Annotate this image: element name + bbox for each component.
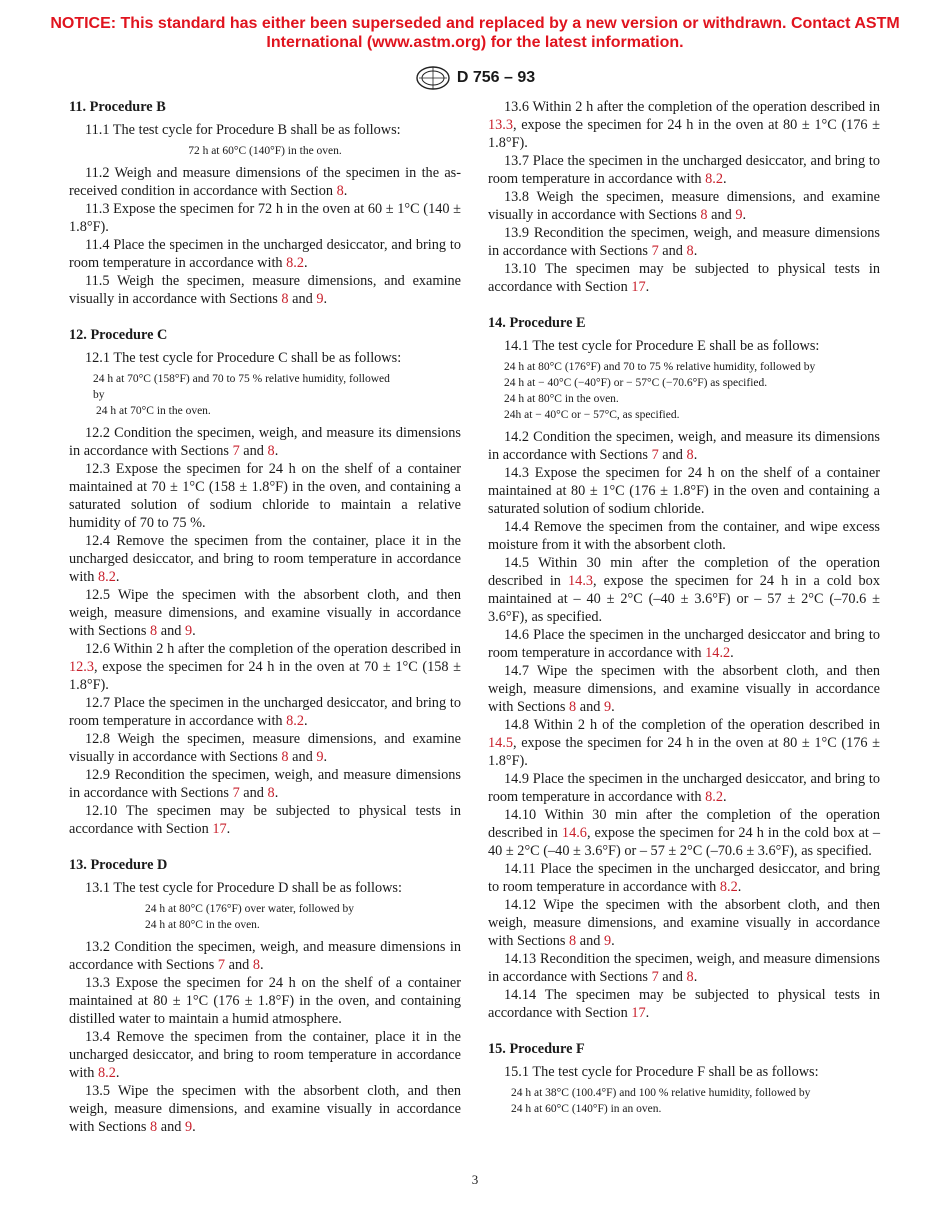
cycle-procedure-e <box>488 359 880 423</box>
cycle-procedure-f <box>488 1085 880 1117</box>
paragraph-12-2: 12.2 Condition the specimen, weigh, and measure its dimensions in accordance with Sections 7 and 8. <box>69 425 461 459</box>
paragraph-11-5: 11.5 Weigh the specimen, measure dimensions, and examine visually in accordance with Sections 8 and 9. <box>69 273 461 307</box>
section-link[interactable]: 9 <box>316 749 324 765</box>
cycle-procedure-d <box>69 901 461 933</box>
section-title-procedure-c: 12. Procedure C <box>69 327 168 343</box>
paragraph-14-3: 14.3 Expose the specimen for 24 h on the shelf of a container maintained at 80 ± 1°C (176 ± 1.8°F) in the oven and containing a saturated solution of sodium chloride. <box>488 465 880 517</box>
paragraph-12-4: 12.4 Remove the specimen from the container, place it in the uncharged desiccator, and bring to room temperature in accordance with 8.2. <box>69 533 461 585</box>
section-link[interactable]: 8 <box>569 699 577 715</box>
section-link[interactable]: 7 <box>232 443 240 459</box>
paragraph-12-7: 12.7 Place the specimen in the uncharged desiccator, and bring to room temperature in accordance with 8.2. <box>69 695 461 729</box>
section-link[interactable]: 8.2 <box>98 1065 116 1081</box>
section-link[interactable]: 8.2 <box>705 789 724 805</box>
notice-line-1: NOTICE: This standard has either been superseded and replaced by a new version or withdrawn. Contact ASTM <box>50 15 900 32</box>
paragraph-14-10: 14.10 Within 30 min after the completion of the operation described in 14.6, expose the specimen for 24 h in the cold box at – 40 ± 2°C (–40 ± 3.6°F) or – 57 ± 2°C (–70.6 ± 3.6°F), as specified. <box>488 807 880 859</box>
paragraph-12-3: 12.3 Expose the specimen for 24 h on the shelf of a container maintained at 70 ± 1°C (158 ± 1.8°F) in the oven, and containing a saturated solution of sodium chloride to maintain a relative humidity of 70 to 75 %. <box>69 461 461 531</box>
paragraph-11-1: 11.1 The test cycle for Procedure B shall be as follows: <box>85 122 401 138</box>
paragraph-12-6: 12.6 Within 2 h after the completion of the operation described in 12.3, expose the specimen for 24 h in the oven at 70 ± 1°C (158 ± 1.8°F). <box>69 641 461 693</box>
cycle-line: 24 h at 80°C (176°F) over water, followed by <box>145 903 354 915</box>
section-link[interactable]: 13.3 <box>488 117 514 133</box>
paragraph-13-6: 13.6 Within 2 h after the completion of the operation described in 13.3, expose the specimen for 24 h in the oven at 80 ± 1°C (176 ± 1.8°F). <box>488 99 880 151</box>
section-link[interactable]: 7 <box>651 969 659 985</box>
cycle-line: 24 h at 70°C (158°F) and 70 to 75 % relative humidity, followed <box>93 373 390 385</box>
page-number: 3 <box>471 1172 479 1187</box>
paragraph-13-8: 13.8 Weigh the specimen, measure dimensions, and examine visually in accordance with Sections 8 and 9. <box>488 189 880 223</box>
section-link[interactable]: 8 <box>700 207 708 223</box>
notice-banner <box>0 14 950 52</box>
section-link[interactable]: 7 <box>217 957 226 973</box>
designation: D 756 – 93 <box>456 69 536 86</box>
section-link[interactable]: 8.2 <box>286 713 305 729</box>
section-link[interactable]: 8 <box>150 1119 158 1135</box>
cycle-line: 24 h at 80°C in the oven. <box>504 393 619 405</box>
section-link[interactable]: 9 <box>603 933 612 949</box>
paragraph-11-3: 11.3 Expose the specimen for 72 h in the oven at 60 ± 1°C (140 ± 1.8°F). <box>69 201 461 235</box>
paragraph-13-1: 13.1 The test cycle for Procedure D shall be as follows: <box>85 880 402 896</box>
section-link[interactable]: 9 <box>184 623 193 639</box>
paragraph-12-5: 12.5 Wipe the specimen with the absorbent cloth, and then weigh, measure dimensions, and examine visually in accordance with Sections 8 and 9. <box>69 587 461 639</box>
section-link[interactable]: 8 <box>267 785 275 801</box>
section-link[interactable]: 9 <box>603 699 612 715</box>
right-column <box>488 98 880 1122</box>
section-title-procedure-b: 11. Procedure B <box>69 99 166 115</box>
section-link[interactable]: 17 <box>631 279 646 295</box>
section-link[interactable]: 14.6 <box>561 825 587 841</box>
paragraph-13-2: 13.2 Condition the specimen, weigh, and measure dimensions in accordance with Sections 7 and 8. <box>69 939 461 973</box>
section-link[interactable]: 8 <box>267 443 275 459</box>
section-link[interactable]: 7 <box>651 243 659 259</box>
section-link[interactable]: 14.5 <box>488 735 514 751</box>
paragraph-14-1: 14.1 The test cycle for Procedure E shall be as follows: <box>504 338 820 354</box>
paragraph-13-7: 13.7 Place the specimen in the uncharged desiccator, and bring to room temperature in accordance with 8.2. <box>488 153 880 187</box>
section-title-procedure-f: 15. Procedure F <box>488 1041 585 1057</box>
section-link[interactable]: 7 <box>651 447 659 463</box>
section-link[interactable]: 8 <box>686 243 694 259</box>
paragraph-13-4: 13.4 Remove the specimen from the container, place it in the uncharged desiccator, and bring to room temperature in accordance with 8.2. <box>69 1029 461 1081</box>
paragraph-14-12: 14.12 Wipe the specimen with the absorbent cloth, and then weigh, measure dimensions, and examine visually in accordance with Sections 8 and 9. <box>488 897 880 949</box>
section-link[interactable]: 8.2 <box>705 171 724 187</box>
paragraph-13-9: 13.9 Recondition the specimen, weigh, and measure dimensions in accordance with Sections 7 and 8. <box>488 225 880 259</box>
cycle-line: 24h at − 40°C or − 57°C, as specified. <box>504 409 680 421</box>
section-link[interactable]: 8.2 <box>98 569 116 585</box>
paragraph-13-10: 13.10 The specimen may be subjected to physical tests in accordance with Section 17. <box>488 261 880 295</box>
cycle-line: 72 h at 60°C (140°F) in the oven. <box>188 145 342 157</box>
paragraph-14-6: 14.6 Place the specimen in the uncharged desiccator and bring to room temperature in accordance with 14.2. <box>488 627 880 661</box>
paragraph-14-11: 14.11 Place the specimen in the uncharged desiccator, and bring to room temperature in accordance with 8.2. <box>488 861 880 895</box>
section-link[interactable]: 9 <box>735 207 743 223</box>
astm-logo-icon <box>415 65 451 91</box>
section-link[interactable]: 8 <box>686 447 694 463</box>
section-link[interactable]: 8 <box>336 183 344 199</box>
section-link[interactable]: 17 <box>212 821 227 837</box>
paragraph-12-9: 12.9 Recondition the specimen, weigh, and measure dimensions in accordance with Sections 7 and 8. <box>69 767 461 801</box>
section-link[interactable]: 8.2 <box>286 255 305 271</box>
section-title-procedure-e: 14. Procedure E <box>488 315 586 331</box>
paragraph-12-1: 12.1 The test cycle for Procedure C shall be as follows: <box>85 350 402 366</box>
paragraph-13-5: 13.5 Wipe the specimen with the absorbent cloth, and then weigh, measure dimensions, and examine visually in accordance with Sections 8 and 9. <box>69 1083 461 1135</box>
section-link[interactable]: 8 <box>281 291 289 307</box>
paragraph-14-9: 14.9 Place the specimen in the uncharged desiccator, and bring to room temperature in accordance with 8.2. <box>488 771 880 805</box>
section-link[interactable]: 8.2 <box>719 879 738 895</box>
cycle-line: 24 h at 80°C (176°F) and 70 to 75 % relative humidity, followed by <box>504 361 816 373</box>
left-column <box>69 98 461 1136</box>
cycle-line: 24 h at − 40°C (−40°F) or − 57°C (−70.6°F) as specified. <box>504 377 768 389</box>
section-link[interactable]: 8 <box>281 749 289 765</box>
document-header <box>0 64 950 92</box>
paragraph-11-2: 11.2 Weigh and measure dimensions of the specimen in the as-received condition in accordance with Section 8. <box>69 165 461 199</box>
paragraph-12-10: 12.10 The specimen may be subjected to physical tests in accordance with Section 17. <box>69 803 461 837</box>
paragraph-14-7: 14.7 Wipe the specimen with the absorbent cloth, and then weigh, measure dimensions, and examine visually in accordance with Sections 8 and 9. <box>488 663 880 715</box>
section-link[interactable]: 9 <box>184 1119 193 1135</box>
paragraph-14-4: 14.4 Remove the specimen from the container, and wipe excess moisture from it with the absorbent cloth. <box>488 519 880 553</box>
cycle-procedure-c <box>69 371 461 419</box>
paragraph-11-4: 11.4 Place the specimen in the uncharged desiccator, and bring to room temperature in accordance with 8.2. <box>69 237 461 271</box>
section-link[interactable]: 8 <box>569 933 577 949</box>
cycle-line: 24 h at 60°C (140°F) in an oven. <box>511 1103 662 1115</box>
paragraph-14-14: 14.14 The specimen may be subjected to physical tests in accordance with Section 17. <box>488 987 880 1021</box>
cycle-line: 24 h at 70°C in the oven. <box>96 405 211 417</box>
section-link[interactable]: 17 <box>631 1005 646 1021</box>
paragraph-14-13: 14.13 Recondition the specimen, weigh, and measure dimensions in accordance with Sections 7 and 8. <box>488 951 880 985</box>
section-link[interactable]: 8 <box>252 957 260 973</box>
paragraph-14-2: 14.2 Condition the specimen, weigh, and measure its dimensions in accordance with Sections 7 and 8. <box>488 429 880 463</box>
paragraph-14-5: 14.5 Within 30 min after the completion of the operation described in 14.3, expose the specimen for 24 h in a cold box maintained at – 40 ± 2°C (–40 ± 3.6°F) or – 57 ± 2°C (–70.6 ± 3.6°F), as specified. <box>488 555 880 625</box>
cycle-line: by <box>93 389 105 401</box>
section-link[interactable]: 8 <box>686 969 694 985</box>
section-link[interactable]: 7 <box>232 785 240 801</box>
section-link[interactable]: 9 <box>316 291 324 307</box>
section-link[interactable]: 12.3 <box>69 659 95 675</box>
cycle-procedure-b <box>69 143 461 159</box>
cycle-line: 24 h at 38°C (100.4°F) and 100 % relative humidity, followed by <box>511 1087 811 1099</box>
cycle-line: 24 h at 80°C in the oven. <box>145 919 260 931</box>
notice-line-2: International (www.astm.org) for the latest information. <box>266 34 684 51</box>
paragraph-15-1: 15.1 The test cycle for Procedure F shall be as follows: <box>504 1064 819 1080</box>
section-link[interactable]: 14.2 <box>705 645 731 661</box>
section-link[interactable]: 8 <box>150 623 158 639</box>
paragraph-14-8: 14.8 Within 2 h of the completion of the operation described in 14.5, expose the specimen for 24 h in the oven at 80 ± 1°C (176 ± 1.8°F). <box>488 717 880 769</box>
paragraph-13-3: 13.3 Expose the specimen for 24 h on the shelf of a container maintained at 80 ± 1°C (176 ± 1.8°F) in the oven, and containing distilled water to maintain a humid atmosphere. <box>69 975 461 1027</box>
section-link[interactable]: 14.3 <box>568 573 594 589</box>
section-title-procedure-d: 13. Procedure D <box>69 857 168 873</box>
paragraph-12-8: 12.8 Weigh the specimen, measure dimensions, and examine visually in accordance with Sections 8 and 9. <box>69 731 461 765</box>
